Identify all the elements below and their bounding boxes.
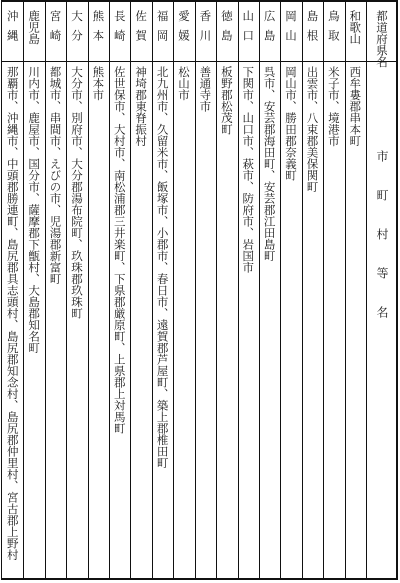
section-divider [1,61,398,62]
prefecture-name: 熊本 [91,10,106,49]
municipality-list: 川内市、鹿屋市、国分市、薩摩郡下甑村、大島郡知名町 [27,66,42,354]
municipality-list: 佐世保市、大村市、南松浦郡三井楽町、下県郡厳原町、上県郡上対馬町 [112,66,127,434]
table-top-border [1,0,398,2]
prefecture-name: 沖縄 [5,10,20,49]
column-divider [45,0,46,580]
column-divider [259,0,260,580]
prefecture-name: 鳥取 [326,10,341,49]
municipality-list: 板野郡松茂町 [219,66,234,135]
prefecture-name: 山口 [241,10,256,49]
column-divider [280,0,281,580]
column-divider [323,0,324,580]
column-divider [88,0,89,580]
municipality-list: 熊本市 [91,66,106,101]
prefecture-name: 大分 [69,10,84,49]
header-prefecture: 都道府県名 [375,10,389,68]
municipality-list: 北九州市、久留米市、飯塚市、小郡市、春日市、遠賀郡芦屋町、築上郡椎田町 [155,66,170,469]
municipality-list: 呉市、安芸郡海田町、安芸郡江田島町 [262,66,277,262]
prefecture-name: 福岡 [155,10,170,49]
municipality-list: 都城市、串間市、えびの市、児湯郡新富町 [48,66,63,285]
column-divider [130,0,131,580]
prefecture-name: 宮崎 [48,10,63,49]
municipality-list: 岡山市、勝田郡奈義町 [284,66,299,181]
column-divider [345,0,346,580]
prefecture-name: 愛媛 [177,10,191,49]
column-divider [195,0,196,580]
column-divider [66,0,67,580]
table-right-border [396,0,398,580]
column-divider [23,0,24,580]
municipality-list: 大分市、別府市、大分郡湯布院町、玖珠郡玖珠町 [69,66,84,319]
header-divider [366,0,367,580]
prefecture-name: 佐賀 [134,10,149,49]
municipality-list: 米子市、境港市 [326,66,341,147]
header-municipalities: 市町村等名 [375,150,389,345]
prefecture-name: 岡山 [284,10,299,49]
municipality-list: 出雲市、八束郡美保関町 [305,66,320,193]
municipality-list: 善通寺市 [198,66,213,112]
table-bottom-border [1,578,398,580]
table-left-border [1,0,2,580]
municipality-list: 西牟婁郡串本町 [348,66,363,147]
column-divider [302,0,303,580]
prefecture-name: 徳島 [219,10,234,49]
municipality-list: 松山市 [177,66,191,101]
prefecture-name: 島根 [305,10,320,49]
prefecture-name: 和歌山 [348,10,363,45]
prefecture-name: 広島 [262,10,277,49]
column-divider [238,0,239,580]
prefecture-name: 鹿児島 [27,10,42,45]
prefecture-name: 香川 [198,10,213,49]
municipality-list: 神埼郡東脊振村 [134,66,149,147]
column-divider [152,0,153,580]
column-divider [109,0,110,580]
municipality-list: 下関市、山口市、萩市、防府市、岩国市 [241,66,256,273]
municipality-list: 那覇市、沖縄市、中頭郡勝連町、島尻郡具志頭村、島尻郡知念村、島尻郡仲里村、宮古郡上野村 [5,66,20,561]
prefecture-name: 長崎 [112,10,127,49]
column-divider [173,0,174,580]
column-divider [216,0,217,580]
